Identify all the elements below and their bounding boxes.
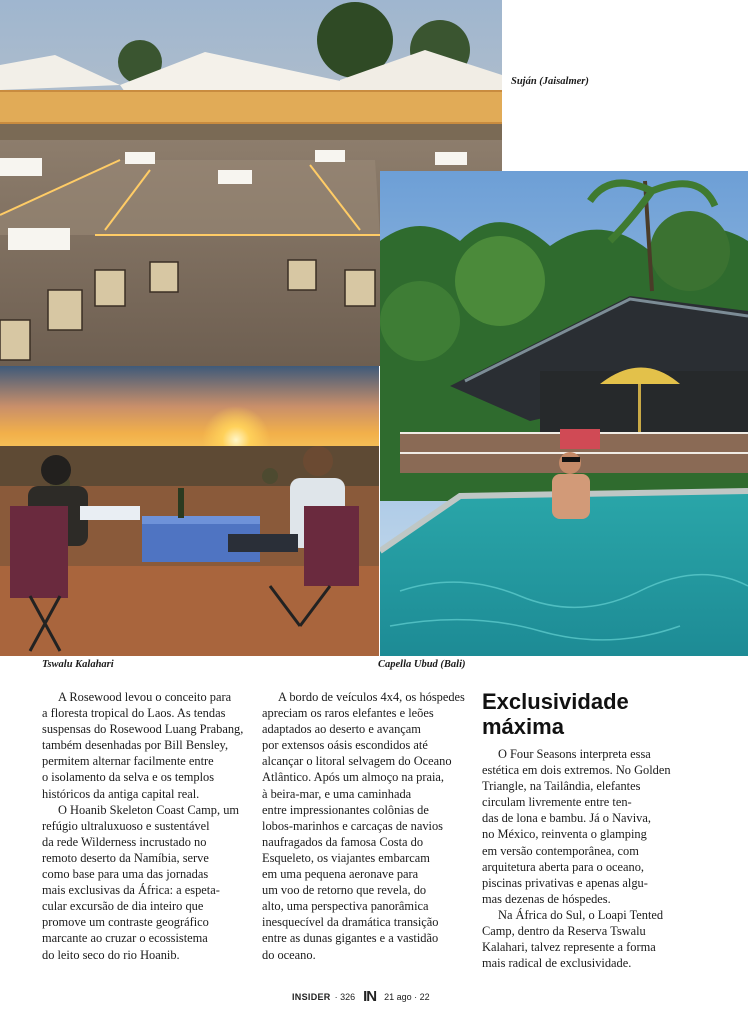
text-line: adaptados ao deserto e avançam (262, 722, 421, 737)
text-line: como base para uma das jornadas (42, 867, 209, 882)
heading-line: Exclusividade (482, 689, 629, 714)
article-column-2 (262, 689, 468, 963)
caption-capella: Capella Ubud (Bali) (378, 659, 466, 670)
footer-brand: INSIDER (292, 991, 331, 1002)
text-line: entre impressionantes colônias de (262, 802, 429, 817)
text-line: mas dezenas de hóspedes. (482, 891, 611, 906)
text-line: Triangle, na Tailândia, elefantes (482, 779, 641, 794)
text-line: à beira-mar, e uma caminhada (262, 786, 412, 801)
paragraph-4x4 (262, 689, 468, 963)
text-line: também desenhadas por Bill Bensley, (42, 738, 229, 753)
text-line: o isolamento da selva e os templos (42, 770, 215, 785)
insider-logo: IN (363, 988, 377, 1005)
text-line: A bordo de veículos 4x4, os hóspedes (278, 690, 465, 704)
text-line: suspensas do Rosewood Luang Prabang, (42, 722, 244, 737)
text-line: por extensos oásis escondidos até (262, 738, 428, 753)
text-line: Camp, dentro da Reserva Tswalu (482, 924, 646, 939)
text-line: permitem alternar facilmente entre (42, 754, 214, 769)
text-line: cular excursão de dia inteiro que (42, 899, 204, 914)
text-line: piscinas privativas e apenas algu- (482, 875, 648, 890)
text-line: mais radical de exclusividade. (482, 956, 632, 971)
article-column-3 (482, 689, 688, 971)
text-line: mais exclusivas da África: a espeta- (42, 883, 220, 898)
page-footer (292, 988, 430, 1005)
text-line: das de lona e bambu. Já o Naviva, (482, 811, 651, 826)
text-line: remoto deserto da Namíbia, serve (42, 850, 209, 865)
text-line: Atlântico. Após um almoço na praia, (262, 770, 445, 785)
text-line: estética em dois extremos. No Golden (482, 763, 671, 778)
article-column-1 (42, 689, 248, 963)
text-line: Esqueleto, os viajantes embarcam (262, 850, 430, 865)
text-line: promove um contraste geográfico (42, 915, 209, 930)
text-line: do leito seco do rio Hoanib. (42, 947, 180, 962)
paragraph-loapi (482, 907, 688, 971)
text-line: refúgio ultraluxuoso e sustentável (42, 818, 210, 833)
paragraph-four-seasons (482, 746, 688, 907)
text-line: alcançar o litoral selvagem do Oceano (262, 754, 452, 769)
photo-tswalu-kalahari (0, 366, 379, 656)
text-line: lobos-marinhos e carcaças de navios (262, 818, 443, 833)
text-line: O Four Seasons interpreta essa (498, 747, 651, 761)
paragraph-rosewood (42, 689, 248, 802)
paragraph-hoanib (42, 802, 248, 963)
text-line: inesquecível da dramática transição (262, 915, 439, 930)
text-line: circulam livremente entre ten- (482, 795, 632, 810)
photo-capella-ubud (380, 171, 748, 656)
text-line: a floresta tropical do Laos. As tendas (42, 706, 226, 721)
heading-line: máxima (482, 714, 564, 739)
text-line: arquitetura aberta para o oceano, (482, 859, 645, 874)
text-line: entre as dunas gigantes e a vastidão (262, 931, 439, 946)
tswalu-scene (0, 366, 379, 656)
text-line: Na África do Sul, o Loapi Tented (498, 907, 664, 922)
capella-scene (380, 171, 748, 656)
text-line: da rede Wilderness incrustado no (42, 834, 207, 849)
text-line: O Hoanib Skeleton Coast Camp, um (58, 802, 240, 817)
footer-issue: · 326 (334, 991, 356, 1002)
text-line: no México, reinventa o glamping (482, 827, 647, 842)
text-line: Kalahari, talvez represente a forma (482, 940, 656, 955)
text-line: A Rosewood levou o conceito para (58, 690, 232, 704)
caption-tswalu: Tswalu Kalahari (42, 659, 114, 670)
text-line: um voo de retorno que revela, do (262, 883, 427, 898)
text-line: do oceano. (262, 947, 316, 962)
text-line: em uma pequena aeronave para (262, 867, 419, 882)
text-line: apreciam os raros elefantes e leões (262, 706, 434, 721)
text-line: naufragados da famosa Costa do (262, 834, 424, 849)
caption-sujan: Suján (Jaisalmer) (511, 76, 589, 87)
text-line: marcante ao cruzar o ecossistema (42, 931, 208, 946)
section-heading (482, 689, 688, 739)
footer-date: 21 ago · 22 (384, 991, 430, 1002)
text-line: históricos da antiga capital real. (42, 786, 200, 801)
text-line: em versão contemporânea, com (482, 843, 639, 858)
text-line: alto, uma perspectiva panorâmica (262, 899, 429, 914)
